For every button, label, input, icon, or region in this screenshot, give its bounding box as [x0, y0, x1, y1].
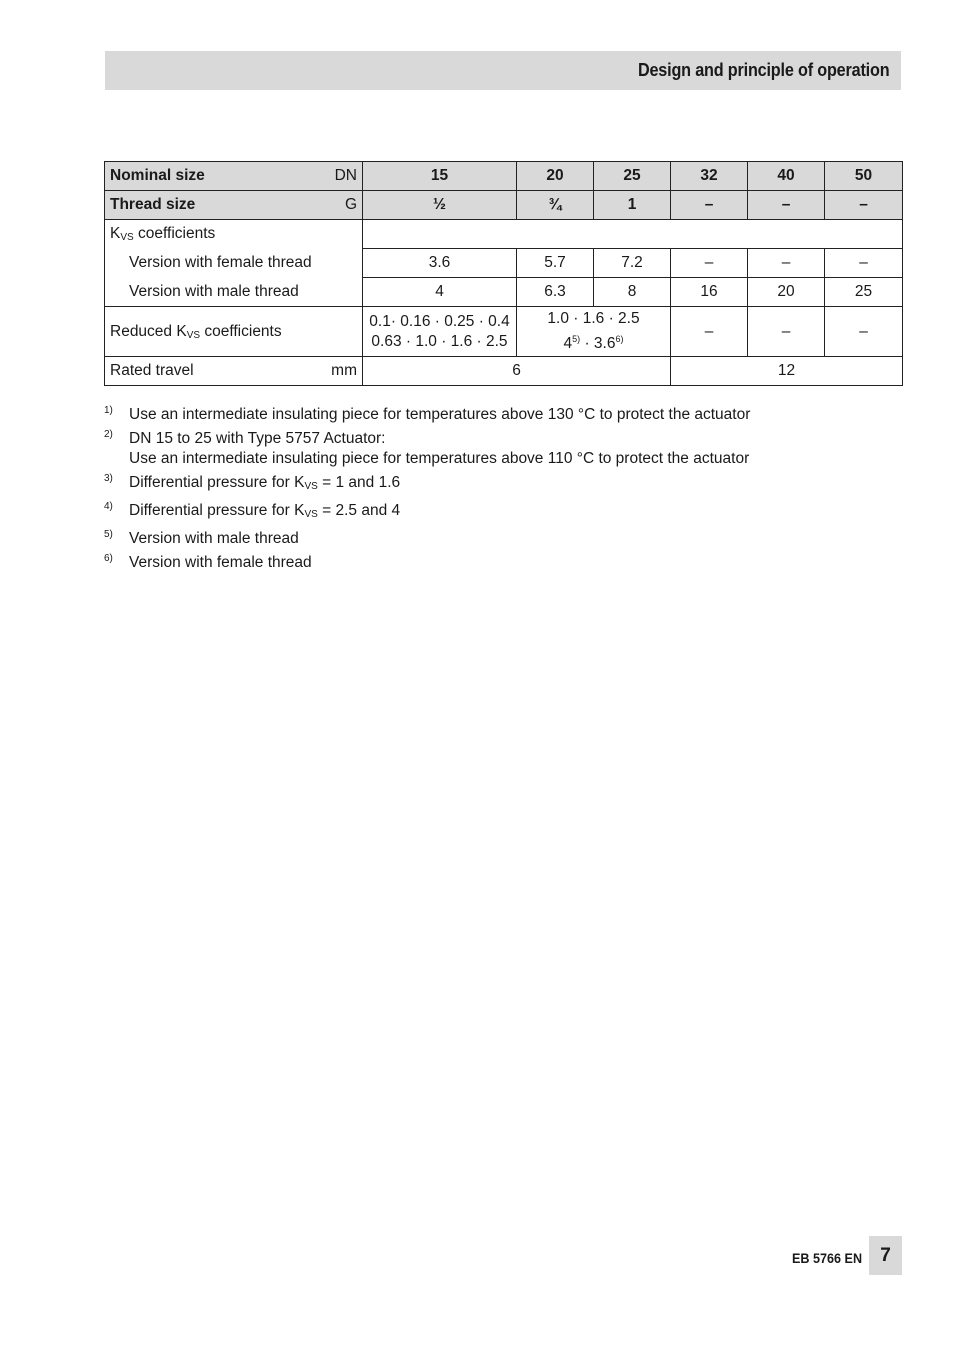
reduced-dn15-line1: 0.1· 0.16 · 0.25 · 0.4	[369, 312, 510, 330]
kvs-cell: 6.3	[517, 278, 594, 307]
kvs-cell: 5.7	[517, 249, 594, 278]
kvs-sub: VS	[120, 232, 134, 244]
footnotes	[104, 405, 904, 577]
thread-size-unit: G	[344, 196, 357, 213]
footnote-text: Version with male thread	[129, 530, 299, 547]
footnote-5	[104, 529, 904, 549]
rated-travel-value-b: 12	[671, 357, 903, 386]
reduced-val-4: 4	[563, 335, 573, 352]
dn-cell: 40	[748, 162, 825, 191]
female-thread-row	[105, 249, 903, 278]
thread-cell: –	[671, 191, 748, 220]
reduced-rest: coefficients	[200, 322, 282, 340]
footnote-1	[104, 405, 904, 425]
reduced-kvs-row	[105, 307, 903, 357]
footnote-text: Differential pressure for K	[129, 474, 305, 491]
dn-cell: 25	[594, 162, 671, 191]
footnote-text: Version with female thread	[129, 554, 312, 571]
page-title: Design and principle of operation	[637, 60, 889, 80]
kvs-rest: coefficients	[133, 225, 216, 243]
footnote-ref-6: 6)	[615, 334, 624, 344]
reduced-kvs-label	[105, 307, 363, 357]
reduced-sub: VS	[186, 329, 201, 341]
thread-cell: –	[748, 191, 825, 220]
footnote-mark: 5)	[104, 529, 113, 540]
footnote-text-line2: Use an intermediate insulating piece for temperatures above 110 °C to protect the actuator	[129, 450, 750, 467]
thread-size-label	[105, 191, 363, 220]
kvs-cell: 3.6	[363, 249, 517, 278]
kvs-cell: –	[748, 249, 825, 278]
footnote-2	[104, 429, 904, 469]
kvs-k: K	[110, 225, 121, 243]
thread-cell: ½	[363, 191, 517, 220]
thread-cell: 1	[594, 191, 671, 220]
kvs-cell: –	[671, 249, 748, 278]
kvs-cell: –	[825, 249, 903, 278]
reduced-val-3-6: · 3.6	[580, 335, 616, 352]
female-thread-label: Version with female thread	[105, 249, 363, 278]
reduced-dn15-line2: 0.63 · 1.0 · 1.6 · 2.5	[371, 332, 508, 350]
footnote-mark: 3)	[104, 473, 113, 484]
footnote-3	[104, 473, 904, 497]
thread-cell: –	[825, 191, 903, 220]
dn-cell: 15	[363, 162, 517, 191]
thread-size-label-text: Thread size	[110, 196, 196, 213]
reduced-dn20-25-cell	[517, 307, 671, 357]
reduced-dn20-25-line2	[522, 329, 665, 354]
kvs-cell: 20	[748, 278, 825, 307]
reduced-cell: –	[825, 307, 903, 357]
nominal-size-row	[105, 162, 903, 191]
rated-travel-label-text: Rated travel	[110, 362, 194, 379]
footnote-sub: VS	[304, 509, 318, 520]
nominal-size-label-text: Nominal size	[110, 167, 205, 184]
footnote-text: Use an intermediate insulating piece for temperatures above 130 °C to protect the actuator	[129, 406, 751, 423]
thread-size-row	[105, 191, 903, 220]
page-number: 7	[869, 1236, 902, 1275]
kvs-cell: 4	[363, 278, 517, 307]
kvs-cell: 25	[825, 278, 903, 307]
footnote-ref-5: 5)	[572, 334, 581, 344]
rated-travel-row	[105, 357, 903, 386]
kvs-heading-empty	[363, 220, 903, 249]
reduced-dn20-25-line1: 1.0 · 1.6 · 2.5	[547, 310, 640, 327]
dn-cell: 20	[517, 162, 594, 191]
document-code: EB 5766 EN	[792, 1250, 863, 1266]
reduced-k: Reduced K	[110, 322, 187, 340]
reduced-cell: –	[748, 307, 825, 357]
footnote-4	[104, 501, 904, 525]
kvs-heading-label	[105, 220, 363, 249]
reduced-cell: –	[671, 307, 748, 357]
reduced-dn15-cell	[363, 307, 517, 357]
kvs-cell: 16	[671, 278, 748, 307]
footnote-text-post: = 2.5 and 4	[317, 502, 401, 519]
dn-cell: 32	[671, 162, 748, 191]
kvs-heading-row	[105, 220, 903, 249]
kvs-cell: 7.2	[594, 249, 671, 278]
footnote-6	[104, 553, 904, 573]
dn-cell: 50	[825, 162, 903, 191]
footnote-mark: 1)	[104, 405, 113, 416]
male-thread-label: Version with male thread	[105, 278, 363, 307]
rated-travel-unit: mm	[331, 362, 357, 379]
thread-cell: ¾	[517, 191, 594, 220]
footnote-sub: VS	[304, 481, 318, 492]
footnote-text-post: = 1 and 1.6	[317, 474, 401, 491]
rated-travel-value-a: 6	[363, 357, 671, 386]
rated-travel-label	[105, 357, 363, 386]
nominal-size-unit: DN	[334, 167, 357, 184]
nominal-size-label	[105, 162, 363, 191]
footnote-mark: 4)	[104, 501, 113, 512]
spec-table	[104, 161, 903, 386]
footnote-text: Differential pressure for K	[129, 502, 305, 519]
footnote-mark: 2)	[104, 429, 113, 440]
kvs-cell: 8	[594, 278, 671, 307]
footnote-text: DN 15 to 25 with Type 5757 Actuator:	[129, 430, 386, 447]
header-bar	[105, 51, 901, 90]
footnote-mark: 6)	[104, 553, 113, 564]
male-thread-row	[105, 278, 903, 307]
